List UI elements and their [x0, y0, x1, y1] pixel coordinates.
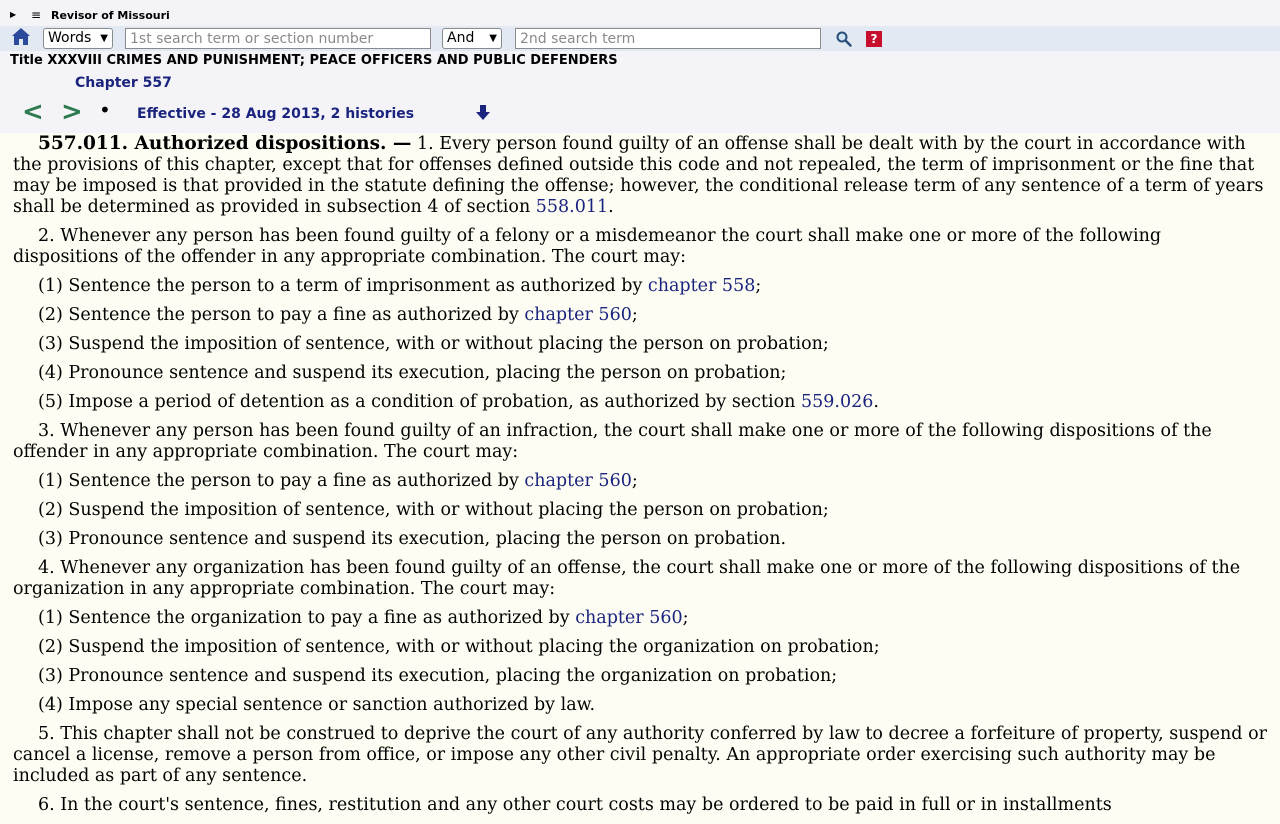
chapter-560-link[interactable]: chapter 560 [524, 471, 632, 491]
header [0, 0, 1280, 133]
punctuation: ; [682, 608, 689, 628]
list-item: (4) Impose any special sentence or sanction authorized by law. [38, 695, 596, 715]
chevron-down-icon: ▼ [489, 33, 497, 44]
section-link-559-026[interactable]: 559.026 [800, 392, 874, 412]
list-item [13, 608, 1269, 629]
home-icon[interactable] [10, 26, 32, 48]
title-heading: Title XXXVIII CRIMES AND PUNISHMENT; PEACE OFFICERS AND PUBLIC DEFENDERS [10, 53, 618, 68]
subsection-6: 6. In the court's sentence, fines, restitution and any other court costs may be ordered to be paid in full or in installments [38, 795, 1112, 815]
list-item-text: (5) Impose a period of detention as a condition of probation, as authorized by section [38, 392, 801, 412]
site-title[interactable]: Revisor of Missouri [51, 9, 170, 22]
list-item [13, 471, 1269, 492]
list-item: (2) Suspend the imposition of sentence, with or without placing the person on probation; [38, 500, 829, 520]
list-item [13, 392, 1269, 413]
help-button[interactable]: ? [866, 31, 882, 47]
chapter-link[interactable]: Chapter 557 [75, 75, 172, 91]
arrow-down-icon[interactable] [475, 104, 491, 122]
list-item: (3) Pronounce sentence and suspend its execution, placing the organization on probation; [38, 666, 838, 686]
expand-triangle-icon[interactable]: ▶ [10, 10, 17, 19]
chevron-down-icon: ▼ [100, 33, 108, 44]
subsection-3: 3. Whenever any person has been found guilty of an infraction, the court shall make one or more of the following dispositions of the offender in any appropriate combination. The court may: [13, 421, 1212, 462]
search-term-2-input[interactable] [515, 28, 821, 49]
subsection-4: 4. Whenever any organization has been found guilty of an offense, the court shall make one or more of the following dispositions of the organization in any appropriate combination. The court may: [13, 558, 1241, 599]
chapter-560-link[interactable]: chapter 560 [575, 608, 683, 628]
list-item-text: (1) Sentence the person to pay a fine as authorized by [38, 471, 525, 491]
statute-body [13, 133, 1269, 824]
section-nav [0, 98, 1280, 128]
subsection-1-text: 1. Every person found guilty of an offense shall be dealt with by the court in accordance with the provisions of this chapter, except that for offenses defined outside this code and not repealed, the term of imprisonment or the fine that may be imposed is that provided in the statute defining the offense; however, the conditional release term of any sentence of a term of years shall be determined as provided in subsection 4 of section [13, 134, 1264, 217]
search-mode-value: Words [48, 30, 92, 46]
next-section-button[interactable]: > [61, 97, 83, 127]
current-section-bullet[interactable]: • [99, 98, 111, 122]
search-term-1-input[interactable] [125, 28, 431, 49]
search-mode-select[interactable] [43, 28, 113, 49]
list-item: (3) Suspend the imposition of sentence, with or without placing the person on probation; [38, 334, 829, 354]
section-heading: 557.011. Authorized dispositions. — [38, 133, 412, 154]
list-item-text: (1) Sentence the organization to pay a fine as authorized by [38, 608, 576, 628]
punctuation: ; [755, 276, 762, 296]
list-item [13, 305, 1269, 326]
search-operator-select[interactable] [442, 28, 502, 49]
chapter-560-link[interactable]: chapter 560 [524, 305, 632, 325]
previous-section-button[interactable]: < [22, 97, 44, 127]
section-link-558-011[interactable]: 558.011 [535, 197, 609, 217]
punctuation: . [608, 197, 614, 217]
list-item-text: (1) Sentence the person to a term of imprisonment as authorized by [38, 276, 648, 296]
list-item [13, 276, 1269, 297]
search-icon[interactable] [835, 30, 853, 48]
punctuation: ; [631, 471, 638, 491]
list-item: (3) Pronounce sentence and suspend its execution, placing the person on probation. [38, 529, 787, 549]
list-item-text: (2) Sentence the person to pay a fine as authorized by [38, 305, 525, 325]
punctuation: ; [631, 305, 638, 325]
punctuation: . [873, 392, 879, 412]
search-bar [0, 26, 1280, 51]
list-item: (2) Suspend the imposition of sentence, with or without placing the organization on probation; [38, 637, 880, 657]
subsection-1 [13, 133, 1269, 218]
list-item: (4) Pronounce sentence and suspend its execution, placing the person on probation; [38, 363, 787, 383]
chapter-558-link[interactable]: chapter 558 [647, 276, 756, 296]
search-operator-value: And [447, 30, 475, 46]
menu-icon[interactable]: ≡ [31, 8, 42, 22]
subsection-5: 5. This chapter shall not be construed to deprive the court of any authority conferred by law to decree a forfeiture of property, suspend or cancel a license, remove a person from office, or impose any other civil penalty. An appropriate order exercising such authority may be included as part of any sentence. [13, 724, 1267, 786]
effective-date-link[interactable]: Effective - 28 Aug 2013, 2 histories [137, 106, 415, 122]
subsection-2: 2. Whenever any person has been found guilty of a felony or a misdemeanor the court shall make one or more of the following dispositions of the offender in any appropriate combination. The court may: [13, 226, 1162, 267]
top-line [0, 6, 1280, 26]
